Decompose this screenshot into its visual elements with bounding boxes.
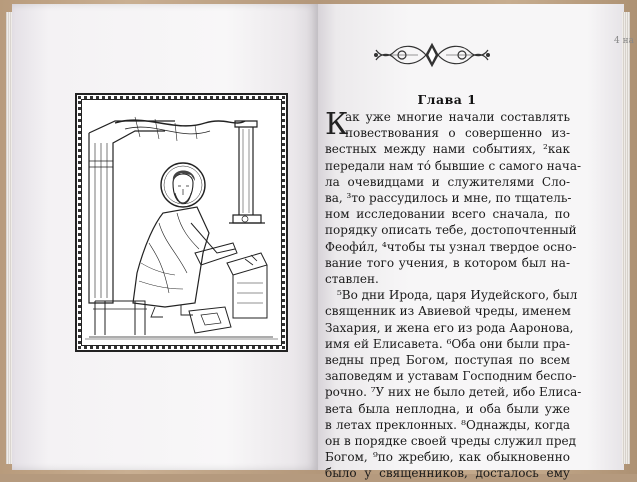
text-line: он в порядке своей чреды служил пред: [325, 434, 577, 449]
drop-capital: К: [325, 107, 349, 142]
text-line: ведны пред Богом, поступая по всем: [325, 353, 570, 368]
text-line: ставлен.: [325, 272, 379, 287]
header-ornament: [372, 40, 492, 70]
text-line: ⁵Во дни Ирода, царя Иудейского, был: [337, 288, 578, 303]
text-line: порядку описать тебе, достопочтенный: [325, 223, 577, 238]
text-line: священник из Авиевой чреды, именем: [325, 304, 571, 319]
text-line: ва, ³то рассудилось и мне, по тщатель-: [325, 191, 572, 206]
text-line: Захария, и жена его из рода Ааронова,: [325, 320, 574, 335]
chapter-heading: Глава 1: [417, 92, 477, 107]
evangelist-illustration: [75, 93, 288, 352]
text-line: Феофи́л, ⁴чтобы ты узнал твердое осно-: [325, 239, 577, 254]
text-line: повествования о совершенно из-: [345, 126, 570, 141]
text-line: ла очевидцами и служителями Сло-: [325, 174, 570, 189]
text-line: рочно. ⁷У них не было детей, ибо Елиса-: [325, 385, 582, 400]
text-line: в летах преклонных. ⁸Однажды, когда: [325, 417, 570, 432]
page-edge-fragment: 4 на: [614, 36, 634, 46]
chapter-text: [325, 109, 582, 482]
text-line: передали нам то́ бывшие с самого нача-: [325, 158, 582, 173]
text-line: вестных между нами событиях, ²как: [325, 142, 570, 157]
text-line: Богом, ⁹по жребию, как обыкновенно: [325, 450, 570, 465]
text-line: вание того учения, в котором был на-: [325, 255, 570, 270]
text-line: ак уже многие начали составлять: [345, 110, 570, 124]
text-line: ном исследовании всего сначала, по: [325, 207, 570, 222]
text-line: вета была неплодна, и оба были уже: [325, 401, 570, 416]
text-line: заповедям и уставам Господним беспо-: [325, 369, 577, 384]
text-line: было у священников, досталось ему: [325, 466, 570, 481]
page-edges-right: [622, 12, 630, 464]
evangelist-drawing: [85, 103, 278, 342]
text-line: имя ей Елисавета. ⁶Оба они были пра-: [325, 336, 570, 351]
